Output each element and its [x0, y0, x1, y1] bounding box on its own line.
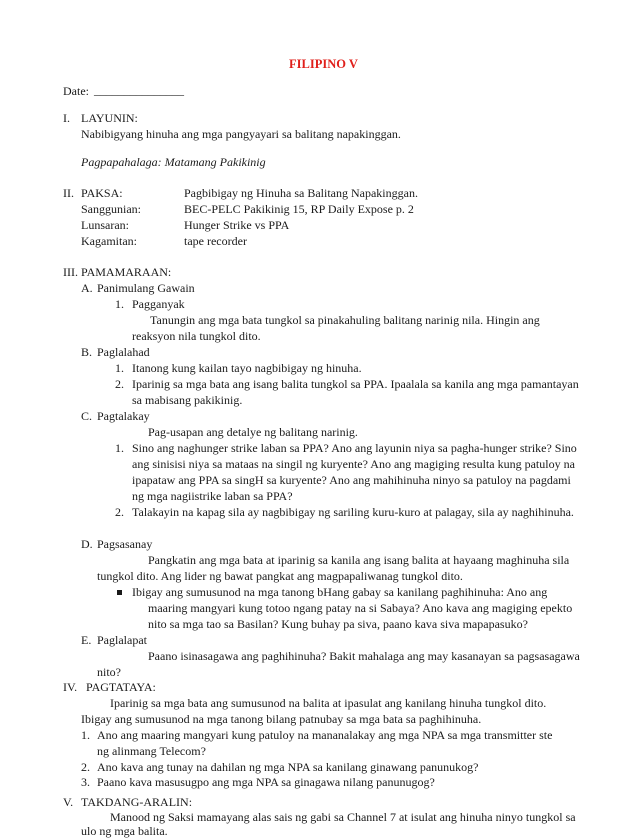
panimulang-gawain-heading: Panimulang Gawain — [97, 281, 195, 295]
item-number: 1. — [115, 297, 124, 311]
takdang-aralin-text-line: Manood ng Saksi mamayang alas sais ng gabi sa Channel 7 at isulat ang hinuha ninyo tungkol sa — [110, 810, 576, 824]
takdang-aralin-text-line: ulo ng mga balita. — [81, 824, 168, 838]
paglalahad-item: Iparinig sa mga bata ang isang balita tungkol sa PPA. Ipaalala sa kanila ang mga pamantayan — [132, 377, 579, 391]
paksa-value: Pagbibigay ng Hinuha sa Balitang Napakinggan. — [184, 186, 418, 200]
pagsasanay-text-line: tungkol dito. Ang lider ng bawat pangkat ang magpapaliwanag tungkol dito. — [97, 569, 463, 583]
subsection-letter: A. — [81, 281, 93, 295]
paglalapat-text-line: Paano isinasagawa ang paghihinuha? Bakit mahalaga ang may kasanayan sa pagsasagawa — [148, 649, 580, 663]
sanggunian-label: Sanggunian: — [81, 202, 141, 216]
subsection-letter: D. — [81, 537, 93, 551]
subsection-letter: E. — [81, 633, 92, 647]
pagtataya-question-line: ng alinmang Telecom? — [97, 744, 206, 758]
section-number: V. — [63, 795, 74, 809]
item-number: 1. — [81, 728, 90, 742]
section-number: I. — [63, 111, 70, 125]
item-number: 3. — [81, 775, 90, 789]
pagtataya-question: Paano kava masusugpo ang mga NPA sa ginagawa nilang panunugog? — [97, 775, 435, 789]
pagtataya-question: Ano kava ang tunay na dahilan ng mga NPA sa kanilang ginawang panunukog? — [97, 760, 479, 774]
subsection-letter: C. — [81, 409, 93, 423]
pamamaraan-heading: PAMAMARAAN: — [81, 265, 172, 279]
document-title: FILIPINO V — [289, 57, 358, 71]
lunsaran-value: Hunger Strike vs PPA — [184, 218, 290, 232]
layunin-heading: LAYUNIN: — [81, 111, 138, 125]
pagtataya-question-line: Ano ang maaring mangyari kung patuloy na mananalakay ang mga NPA sa mga transmitter ste — [97, 728, 553, 742]
pagtalakay-question-line: ang sinisisi niya sa mataas na singil ng kuryente? Ano ang magiging resulta kung patuloy na — [132, 457, 575, 471]
pagganyak-label: Pagganyak — [132, 297, 185, 311]
section-number: IV. — [63, 680, 78, 694]
pagsasanay-bullet-line: nito sa mga tao sa Basilan? Kung buhay pa siva, paano kava siva mapapasuko? — [148, 617, 528, 631]
date-blank: _______________ — [94, 83, 184, 97]
date-label: Date: — [63, 84, 89, 98]
kagamitan-label: Kagamitan: — [81, 234, 137, 248]
pagtataya-text-line: Iparinig sa mga bata ang sumusunod na balita at ipasulat ang kanilang hinuha tungkol dito. — [110, 696, 547, 710]
pagtalakay-question-line: ipapataw ang PPA sa singH sa kuryente? Ano ang mahihinuha ninyo sa patuloy na pagdami — [132, 473, 571, 487]
section-number: III. — [63, 265, 78, 279]
kagamitan-value: tape recorder — [184, 234, 247, 248]
pagtataya-heading: PAGTATAYA: — [86, 680, 156, 694]
item-number: 2. — [115, 505, 124, 519]
pagtalakay-item: Talakayin na kapag sila ay nagbibigay ng sariling kuru-kuro at palagay, sila ay naghihinuha. — [132, 505, 574, 519]
pagsasanay-bullet-line: Ibigay ang sumusunod na mga tanong bHang gabay sa kanilang paghihinuha: Ano ang — [132, 585, 548, 599]
sanggunian-value: BEC-PELC Pakikinig 15, RP Daily Expose p. 2 — [184, 202, 414, 216]
pagtalakay-heading: Pagtalakay — [97, 409, 150, 423]
pagtalakay-question-line: Sino ang naghunger strike laban sa PPA? Ano ang layunin niya sa pagha-hunger strike? Sino — [132, 441, 577, 455]
lunsaran-label: Lunsaran: — [81, 218, 129, 232]
item-number: 1. — [115, 441, 124, 455]
pagsasanay-bullet-line: maaring mangyari kung totoo ngang patay na si Sabaya? Ano kava ang magiging epekto — [148, 601, 573, 615]
pagtalakay-intro: Pag-usapan ang detalye ng balitang narinig. — [148, 425, 358, 439]
item-number: 2. — [115, 377, 124, 391]
item-number: 2. — [81, 760, 90, 774]
item-number: 1. — [115, 361, 124, 375]
pagtalakay-question-line: ng mga nagiistrike laban sa PPA? — [132, 489, 293, 503]
takdang-aralin-heading: TAKDANG-ARALIN: — [81, 795, 193, 809]
pagsasanay-heading: Pagsasanay — [97, 537, 153, 551]
paglalahad-item: Itanong kung kailan tayo nagbibigay ng hinuha. — [132, 361, 362, 375]
paksa-label: PAKSA: — [81, 186, 123, 200]
bullet-square-icon — [117, 590, 122, 595]
paglalapat-text-line: nito? — [97, 665, 121, 679]
layunin-objective: Nabibigyang hinuha ang mga pangyayari sa balitang napakinggan. — [81, 127, 401, 141]
pagpapahalaga: Pagpapahalaga: Matamang Pakikinig — [81, 155, 266, 169]
paglalapat-heading: Paglalapat — [97, 633, 147, 647]
paglalahad-heading: Paglalahad — [97, 345, 150, 359]
pagganyak-text-line: Tanungin ang mga bata tungkol sa pinakahuling balitang narinig nila. Hingin ang — [150, 313, 540, 327]
pagtataya-text-line: Ibigay ang sumusunod na mga tanong bilang patnubay sa mga bata sa paghihinuha. — [81, 712, 482, 726]
paglalahad-item-cont: sa mabisang pakikinig. — [132, 393, 243, 407]
pagsasanay-text-line: Pangkatin ang mga bata at iparinig sa kanila ang isang balita at hayaang maghinuha sila — [148, 553, 570, 567]
subsection-letter: B. — [81, 345, 93, 359]
section-number: II. — [63, 186, 74, 200]
pagganyak-text-line: reaksyon nila tungkol dito. — [132, 329, 261, 343]
